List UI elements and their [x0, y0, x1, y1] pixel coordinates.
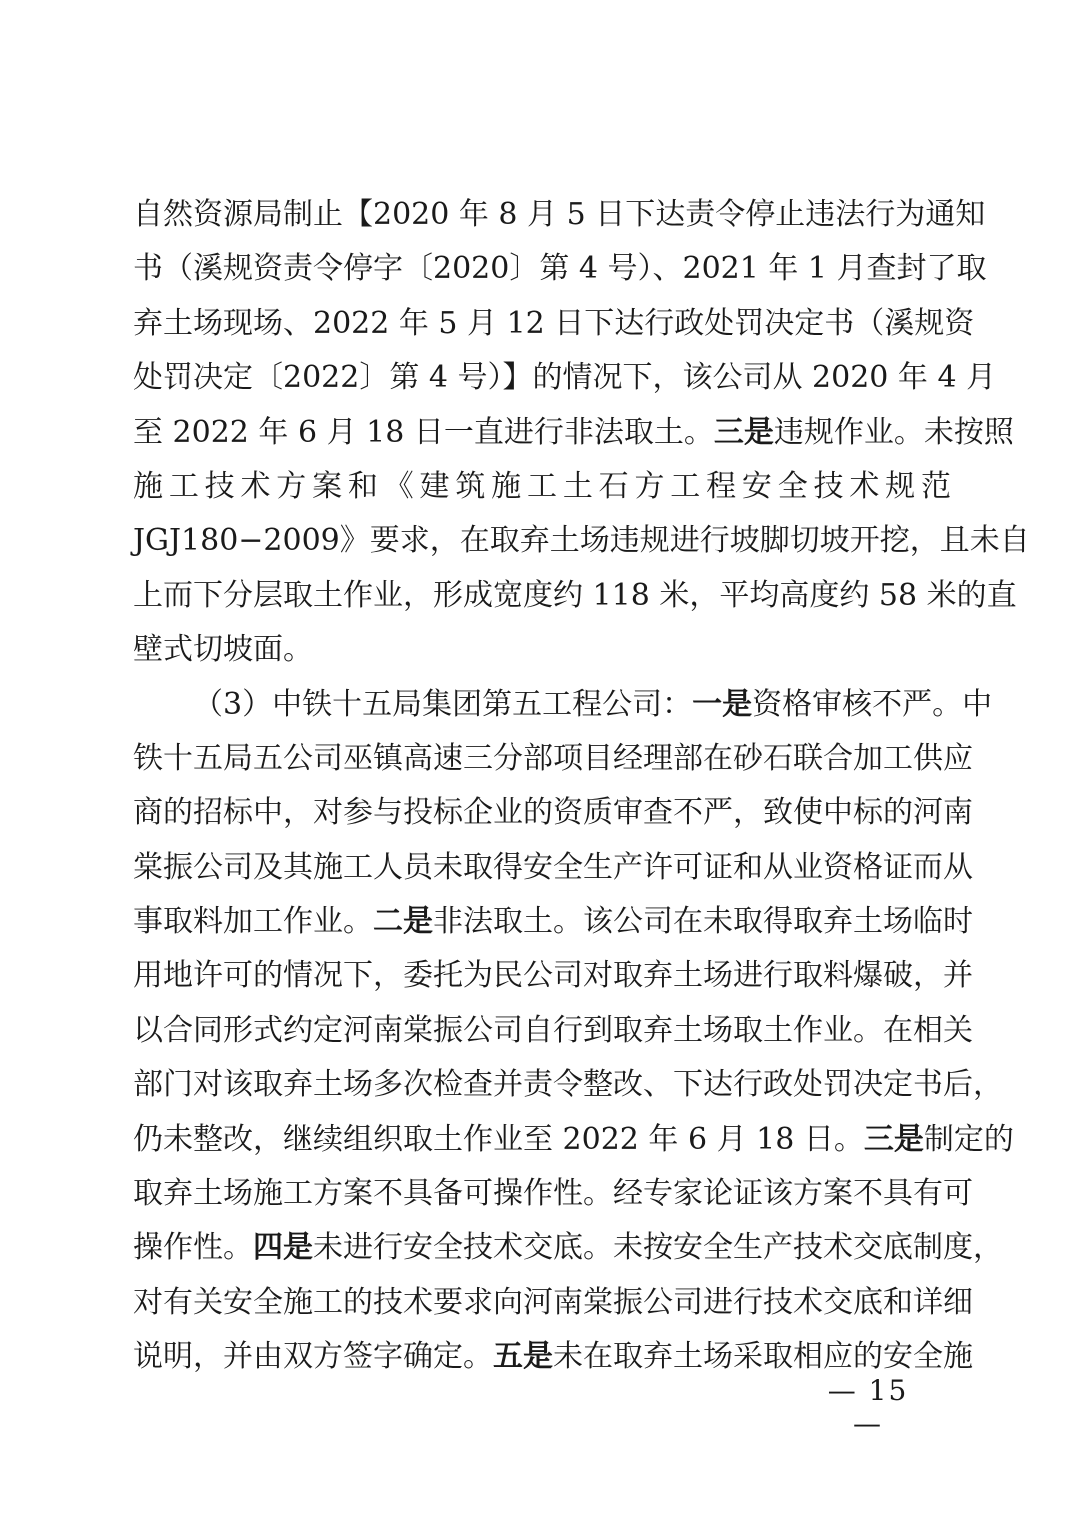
text-segment: 未在取弃土场采取相应的安全施: [553, 1339, 973, 1375]
text-segment: 资格审核不严。中: [752, 686, 993, 722]
text-line: [133, 1221, 1003, 1275]
body-text: [133, 188, 1030, 1385]
keyword-bold: 四是: [253, 1230, 313, 1266]
text-segment: 事取料加工作业。: [133, 904, 373, 940]
keyword-bold: 三是: [713, 414, 774, 450]
text-line: 铁十五局五公司巫镇高速三分部项目经理部在砂石联合加工供应: [133, 740, 973, 776]
text-line: [133, 1113, 1014, 1167]
keyword-bold: 一是: [692, 686, 753, 722]
paragraph-first-line: [133, 678, 993, 732]
text-line: 书（溪规资责令停字〔2020〕第 4 号）、2021 年 1 月查封了取: [133, 251, 987, 287]
keyword-bold: 二是: [373, 904, 433, 940]
text-segment: 操作性。: [133, 1230, 253, 1266]
text-line: 对有关安全施工的技术要求向河南棠振公司进行技术交底和详细: [133, 1284, 973, 1320]
text-segment: 至 2022 年 6 月 18 日一直进行非法取土。: [133, 414, 714, 450]
text-line: JGJ180−2009》要求，在取弃土场违规进行坡脚切坡开挖，且未自: [133, 523, 1030, 559]
text-line: 弃土场现场、2022 年 5 月 12 日下达行政处罚决定书（溪规资: [133, 305, 975, 341]
text-segment: 违规作业。未按照: [773, 414, 1014, 450]
text-line-last: 壁式切坡面。: [133, 632, 313, 668]
keyword-bold: 三是: [863, 1121, 924, 1157]
text-line: [133, 406, 1014, 460]
text-segment: 非法取土。该公司在未取得取弃土场临时: [433, 904, 973, 940]
text-line: 用地许可的情况下，委托为民公司对取弃土场进行取料爆破，并: [133, 958, 973, 994]
text-line: 上而下分层取土作业，形成宽度约 118 米，平均高度约 58 米的直: [133, 577, 1017, 613]
text-line: 商的招标中，对参与投标企业的资质审查不严，致使中标的河南: [133, 795, 973, 831]
text-line: 自然资源局制止【2020 年 8 月 5 日下达责令停止违法行为通知: [133, 197, 986, 232]
text-segment: 仍未整改，继续组织取土作业至 2022 年 6 月 18 日。: [133, 1121, 864, 1157]
text-segment: 制定的: [923, 1121, 1014, 1157]
text-line: 处罚决定〔2022〕第 4 号）】的情况下，该公司从 2020 年 4 月: [133, 360, 997, 396]
keyword-bold: 五是: [493, 1339, 553, 1375]
text-line: [133, 895, 973, 949]
section-heading: （3）中铁十五局集团第五工程公司：: [193, 686, 693, 722]
text-segment: 说明，并由双方签字确定。: [133, 1339, 493, 1375]
text-segment: 未进行安全技术交底。未按安全生产技术交底制度，: [313, 1230, 1003, 1266]
text-line: 以合同形式约定河南棠振公司自行到取弃土场取土作业。在相关: [133, 1012, 973, 1048]
text-line: 部门对该取弃土场多次检查并责令整改、下达行政处罚决定书后，: [133, 1067, 1003, 1103]
page-number: — 15 —: [827, 1374, 909, 1440]
text-line: 棠振公司及其施工人员未取得安全生产许可证和从业资格证而从: [133, 849, 973, 885]
text-line: 施工技术方案和《建筑施工土石方工程安全技术规范: [133, 468, 951, 504]
text-line: 取弃土场施工方案不具备可操作性。经专家论证该方案不具有可: [133, 1176, 973, 1212]
